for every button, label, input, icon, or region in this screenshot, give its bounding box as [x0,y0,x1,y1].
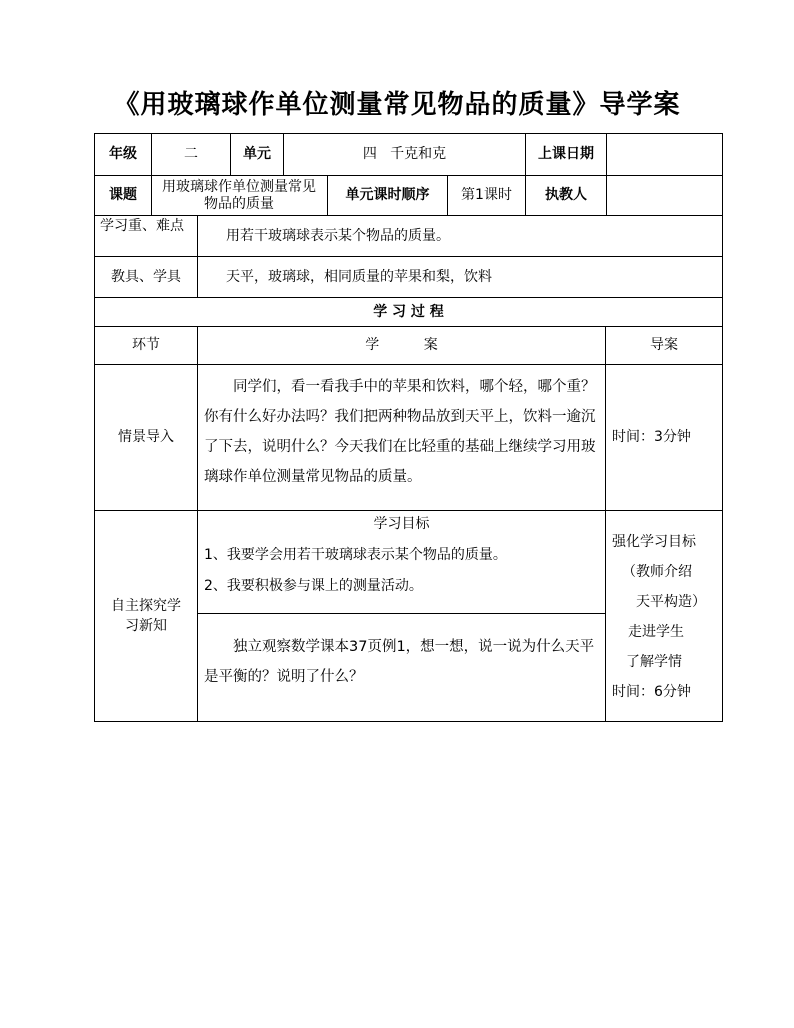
guide-line-2: （教师介绍 [622,564,692,580]
section-explore-task: 独立观察数学课本37页例1，想一想，说一说为什么天平是平衡的？说明了什么？ [204,639,595,685]
guide-line-3: 天平构造） [636,594,706,610]
guide-column-header: 导案 [650,337,678,354]
unit-label: 单元 [243,146,271,163]
section-intro-stage: 情景导入 [118,429,174,446]
lesson-order-label: 单元课时顺序 [345,187,430,204]
guide-line-4: 走进学生 [628,624,684,640]
teacher-value[interactable] [607,176,722,215]
grade-value: 二 [184,146,198,163]
learning-goal-2: 2、我要积极参与课上的测量活动。 [204,578,423,594]
key-points-label: 学习重、难点 [100,218,184,234]
plan-column-header: 学 案 [365,337,438,354]
class-date-value[interactable] [607,134,722,175]
guide-line-6: 时间：6分钟 [612,684,691,700]
teacher-label: 执教人 [545,187,587,204]
section-explore-stage: 自主探究学习新知 [111,598,181,634]
section-intro-guide: 时间：3分钟 [612,429,691,446]
topic-value: 用玻璃球作单位测量常见物品的质量 [162,178,316,212]
process-header: 学 习 过 程 [373,303,444,320]
lesson-order-value: 第1课时 [461,187,512,204]
grade-label: 年级 [109,146,137,163]
learning-goals-title: 学习目标 [373,516,430,532]
materials-value: 天平，玻璃球，相同质量的苹果和梨，饮料 [226,268,492,285]
guide-line-5: 了解学情 [626,654,682,670]
section-explore-guide [606,527,722,707]
learning-goal-1: 1、我要学会用若干玻璃球表示某个物品的质量。 [204,547,507,563]
unit-value: 四 千克和克 [362,146,447,163]
section-intro-plan: 同学们，看一看我手中的苹果和饮料，哪个轻，哪个重？你有什么好办法吗？我们把两种物品放到天平上，饮料一逾沉了下去，说明什么？今天我们在比轻重的基础上继续学习用玻璃球作单位测量常见物品的质量。 [204,379,596,485]
guide-line-1: 强化学习目标 [612,534,696,550]
key-points-value: 用若干玻璃球表示某个物品的质量。 [226,227,450,244]
class-date-label: 上课日期 [538,146,594,163]
topic-label: 课题 [109,187,137,204]
materials-label: 教具、学具 [111,268,181,285]
document-title: 《用玻璃球作单位测量常见物品的质量》导学案 [113,90,681,120]
stage-column-header: 环节 [132,337,160,354]
